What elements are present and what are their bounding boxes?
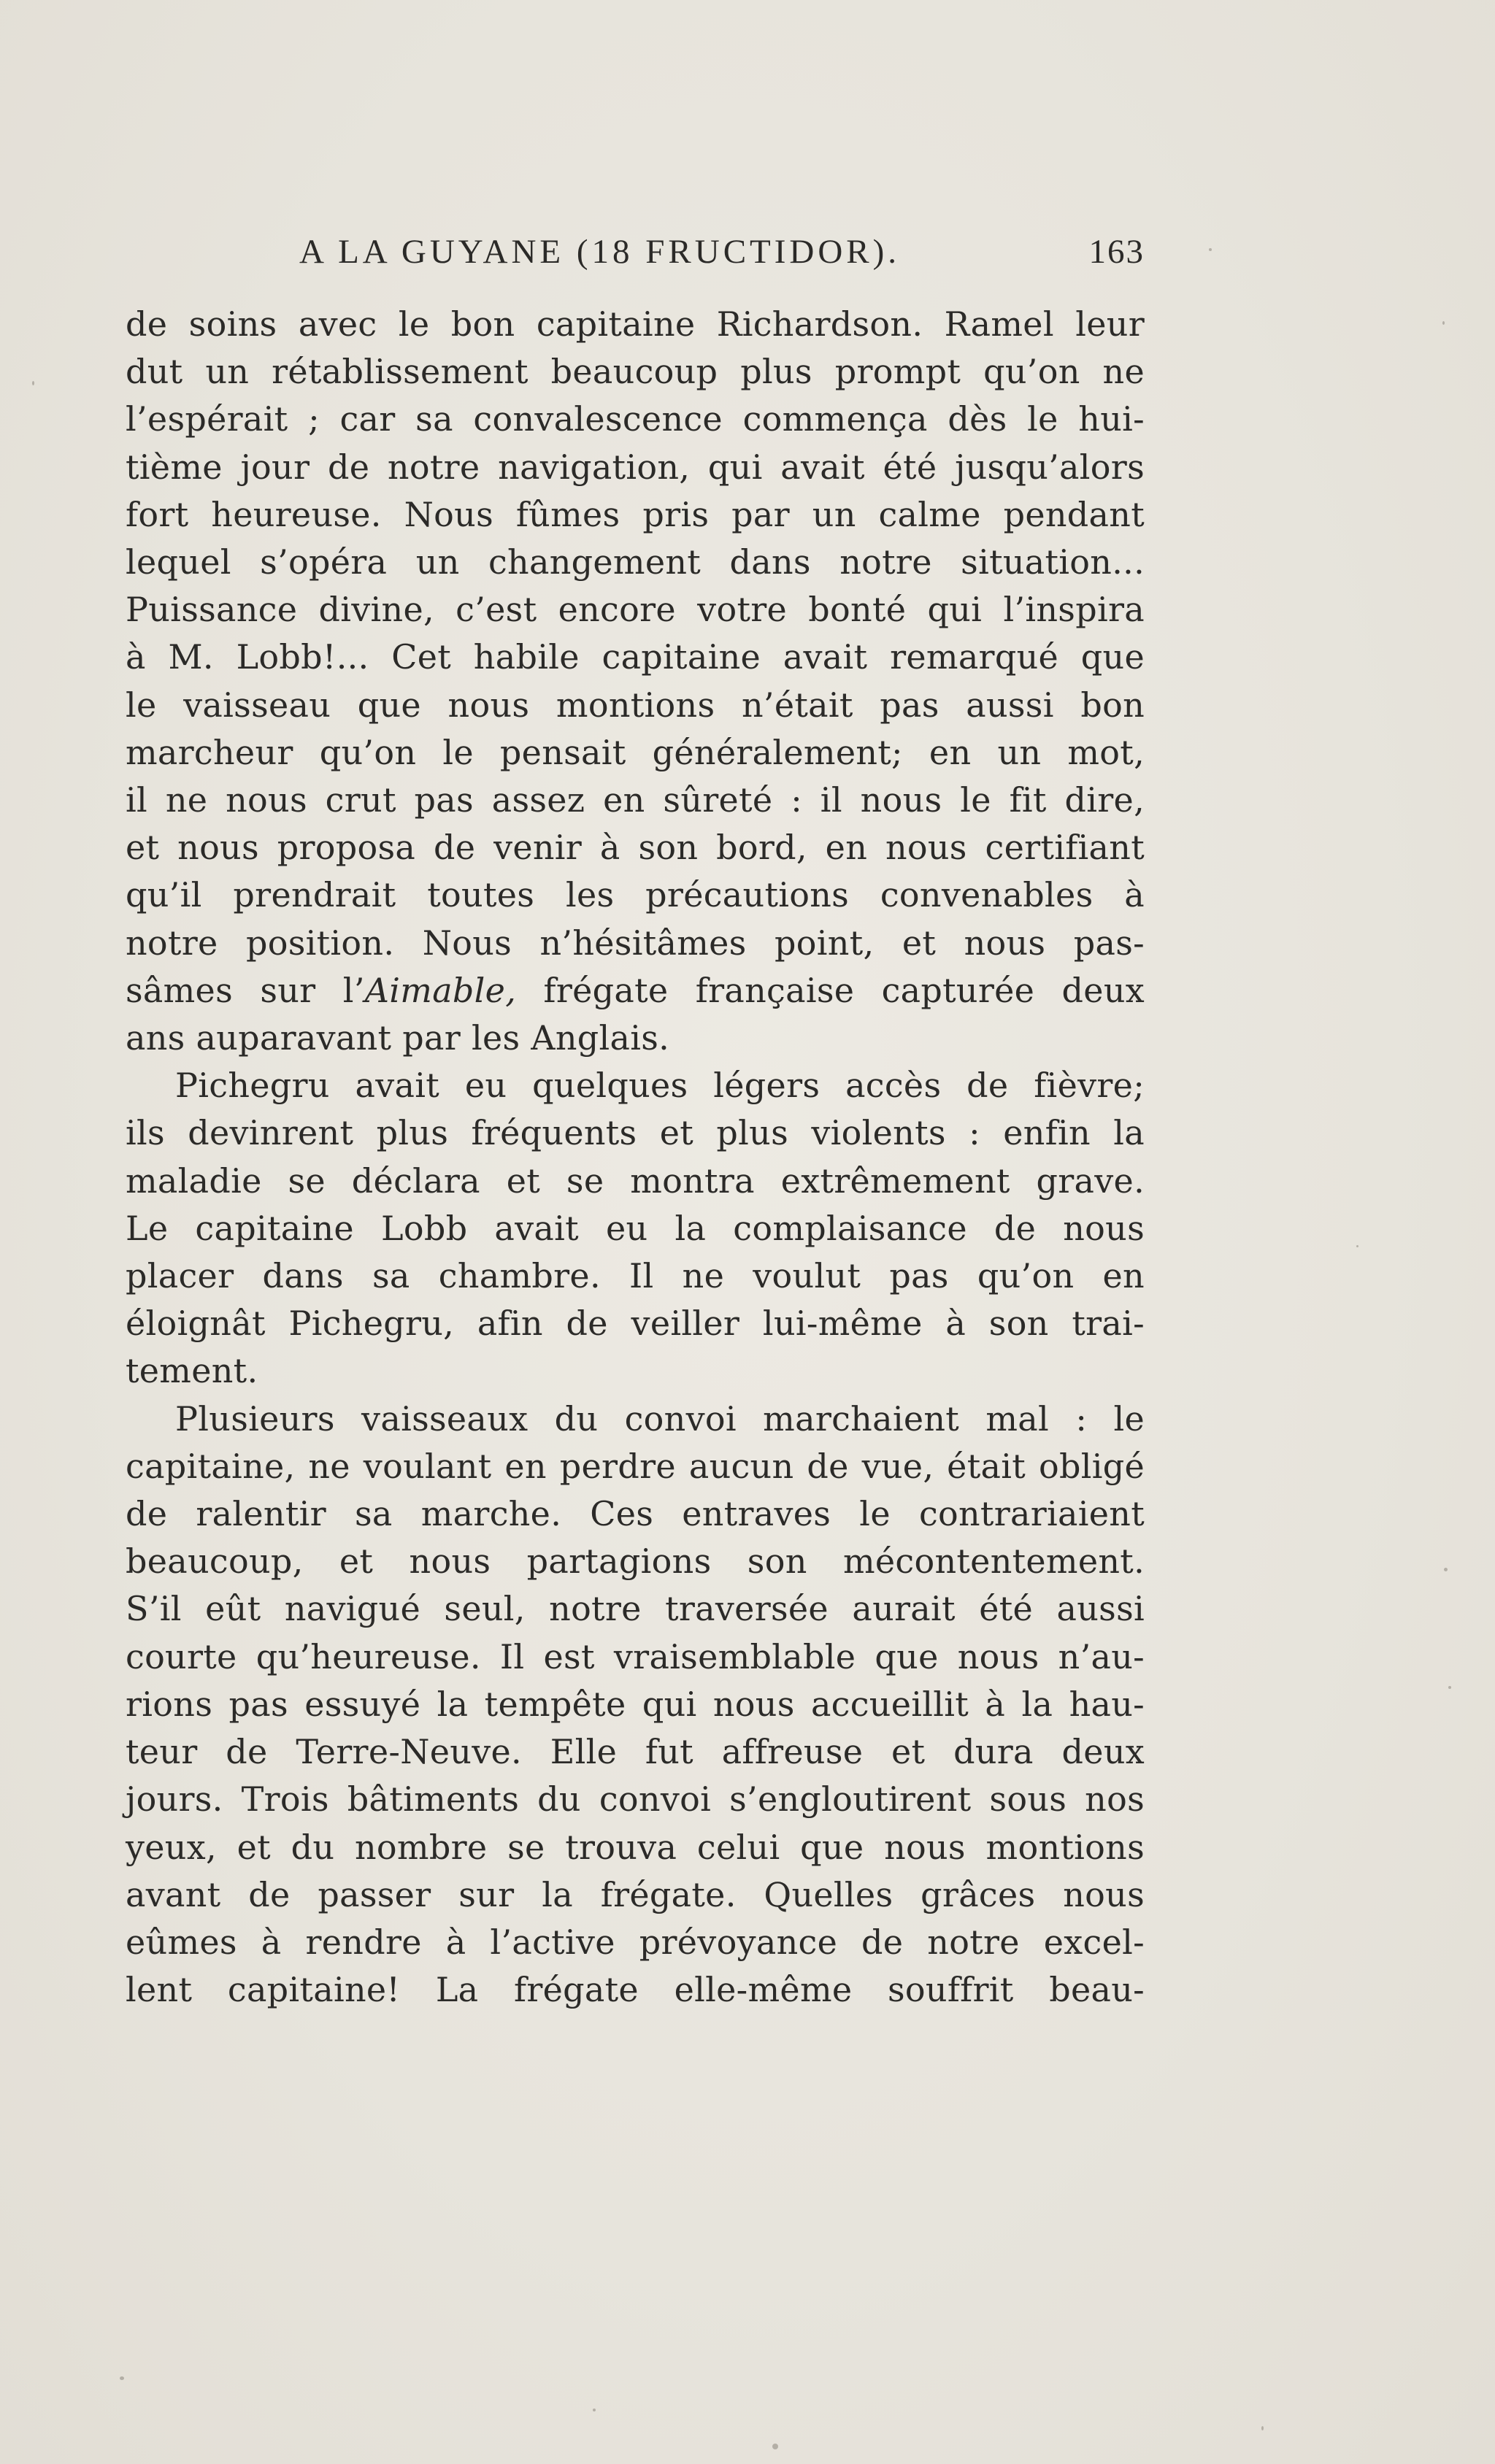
running-title: A LA GUYANE (18 FRUCTIDOR). xyxy=(299,233,901,271)
text-line: ans auparavant par les Anglais. xyxy=(126,1018,670,1058)
text-line: dut un rétablissement beaucoup plus prompt qu’on ne xyxy=(126,352,1145,392)
text-line: teur de Terre-Neuve. Elle fut affreuse et dura deux xyxy=(126,1732,1145,1772)
text-line: Plusieurs vaisseaux du convoi marchaient mal : le xyxy=(175,1398,1145,1439)
text-line: tième jour de notre navigation, qui avait été jusqu’alors xyxy=(126,447,1145,487)
text-line: beaucoup, et nous partagions son mécontentement. xyxy=(126,1541,1145,1582)
text-line: et nous proposa de venir à son bord, en nous certifiant xyxy=(126,828,1145,868)
paper-speck xyxy=(120,2376,124,2380)
text-line: l’espérait ; car sa convalescence commença dès le hui- xyxy=(126,399,1145,439)
paper-speck xyxy=(32,381,34,385)
text-line: lent capitaine! La frégate elle-même souffrit beau- xyxy=(126,1970,1145,2010)
paragraph-2 xyxy=(126,1062,1145,1395)
paper-speck xyxy=(1356,1245,1358,1247)
text-line: lequel s’opéra un changement dans notre situation... xyxy=(126,542,1145,582)
text-line: le vaisseau que nous montions n’était pas aussi bon xyxy=(126,685,1145,725)
text-line: avant de passer sur la frégate. Quelles grâces nous xyxy=(126,1874,1145,1914)
running-head xyxy=(126,232,1145,283)
paper-speck xyxy=(1209,248,1212,251)
body-text xyxy=(126,301,1145,2014)
text-line: éloignât Pichegru, afin de veiller lui-même à son trai- xyxy=(126,1304,1145,1344)
text-line: capitaine, ne voulant en perdre aucun de vue, était obligé xyxy=(126,1446,1145,1486)
text-line: Puissance divine, c’est encore votre bonté qui l’inspira xyxy=(126,590,1145,630)
paper-speck xyxy=(1444,1568,1448,1571)
ship-name: Aimable, xyxy=(364,970,517,1010)
text-line: yeux, et du nombre se trouva celui que nous montions xyxy=(126,1827,1145,1867)
text-line: ils devinrent plus fréquents et plus violents : enfin la xyxy=(126,1113,1145,1153)
paper-speck xyxy=(772,2444,778,2449)
text-line: marcheur qu’on le pensait généralement; en un mot, xyxy=(126,732,1145,772)
text-span: sâmes sur l’ xyxy=(126,970,365,1010)
text-line: maladie se déclara et se montra extrêmement grave. xyxy=(126,1160,1145,1201)
text-line: de soins avec le bon capitaine Richardson. Ramel leur xyxy=(126,304,1145,344)
text-line: courte qu’heureuse. Il est vraisemblable que nous n’au- xyxy=(126,1636,1145,1676)
text-line: qu’il prendrait toutes les précautions convenables à xyxy=(126,875,1145,915)
page-number: 163 xyxy=(1088,233,1145,271)
paragraph-1 xyxy=(126,301,1145,1062)
text-line: rions pas essuyé la tempête qui nous accueillit à la hau- xyxy=(126,1684,1145,1724)
paper-speck xyxy=(1261,2426,1264,2430)
text-line: Le capitaine Lobb avait eu la complaisance de nous xyxy=(126,1208,1145,1248)
text-line-with-italic xyxy=(126,967,1145,1015)
text-line: fort heureuse. Nous fûmes pris par un calme pendant xyxy=(126,494,1145,534)
text-line: il ne nous crut pas assez en sûreté : il nous le fit dire, xyxy=(126,780,1145,820)
text-line: jours. Trois bâtiments du convoi s’engloutirent sous nos xyxy=(126,1779,1145,1820)
text-line: placer dans sa chambre. Il ne voulut pas qu’on en xyxy=(126,1256,1145,1296)
text-line: de ralentir sa marche. Ces entraves le contrariaient xyxy=(126,1494,1145,1534)
text-span: frégate française capturée deux xyxy=(516,970,1145,1010)
paper-speck xyxy=(1448,1686,1451,1689)
text-line: S’il eût navigué seul, notre traversée aurait été aussi xyxy=(126,1589,1145,1629)
text-line: eûmes à rendre à l’active prévoyance de notre excel- xyxy=(126,1922,1145,1962)
paragraph-3 xyxy=(126,1395,1145,2014)
text-line: tement. xyxy=(126,1351,258,1391)
paper-speck xyxy=(1442,321,1445,325)
text-line: notre position. Nous n’hésitâmes point, et nous pas- xyxy=(126,923,1145,963)
text-line: Pichegru avait eu quelques légers accès de fièvre; xyxy=(175,1066,1145,1106)
paper-speck xyxy=(593,2409,596,2411)
text-line: à M. Lobb!... Cet habile capitaine avait remarqué que xyxy=(126,637,1145,677)
